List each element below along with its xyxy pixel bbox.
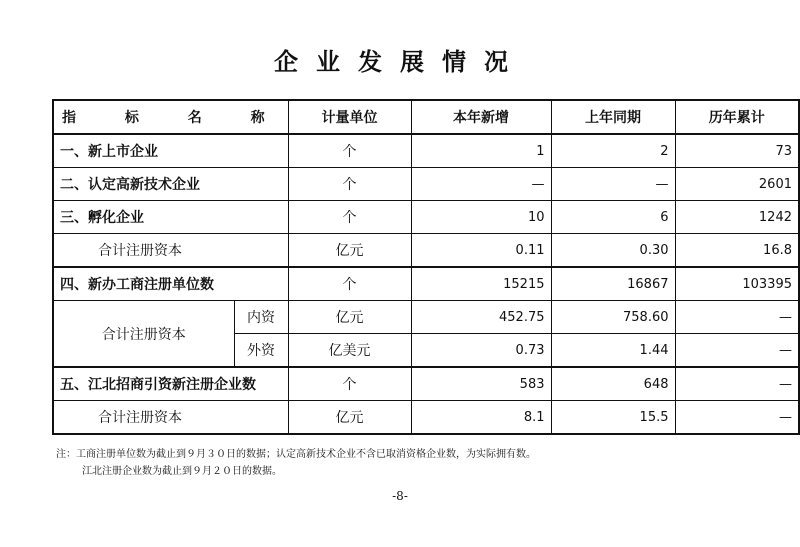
table-header-row: [53, 100, 799, 134]
row-prev: 16867: [551, 267, 675, 301]
page-title: 企业发展情况: [274, 47, 526, 76]
header-cumulative: 历年累计: [675, 100, 799, 134]
row-total: —: [675, 401, 799, 435]
footnote-line: 江北注册企业数为截止到９月２０日的数据。: [82, 466, 282, 477]
row-name: 合计注册资本: [53, 401, 288, 435]
row-prev: 6: [551, 201, 675, 234]
row-unit: 个: [288, 267, 411, 301]
row-prev: 648: [551, 367, 675, 401]
row-prev: 15.5: [551, 401, 675, 435]
row-total: 103395: [675, 267, 799, 301]
row-new: 15215: [411, 267, 551, 301]
table-row: [53, 401, 799, 435]
row-prev: 0.30: [551, 234, 675, 268]
row-unit: 亿元: [288, 234, 411, 268]
row-unit: 个: [288, 201, 411, 234]
row-new: 452.75: [411, 301, 551, 334]
table-row: [53, 234, 799, 268]
header-last-year-same: 上年同期: [551, 100, 675, 134]
row-unit: 个: [288, 134, 411, 168]
table-row: [53, 367, 799, 401]
row-new: 583: [411, 367, 551, 401]
header-name: 指 标 名 称: [53, 100, 288, 134]
row-name: 四、新办工商注册单位数: [53, 267, 288, 301]
row-new: —: [411, 168, 551, 201]
table-row: [53, 168, 799, 201]
row-prev: 1.44: [551, 334, 675, 368]
table-row: [53, 301, 799, 334]
row-prev: 758.60: [551, 301, 675, 334]
row-new: 8.1: [411, 401, 551, 435]
row-total: 16.8: [675, 234, 799, 268]
row-name: 五、江北招商引资新注册企业数: [53, 367, 288, 401]
row-unit: 亿美元: [288, 334, 411, 368]
footnotes: [56, 446, 536, 480]
table-row: [53, 134, 799, 168]
row-total: —: [675, 301, 799, 334]
row-name: 二、认定高新技术企业: [53, 168, 288, 201]
row-new: 1: [411, 134, 551, 168]
header-unit: 计量单位: [288, 100, 411, 134]
row-new: 0.11: [411, 234, 551, 268]
row-new: 10: [411, 201, 551, 234]
row-name: 一、新上市企业: [53, 134, 288, 168]
row-total: 73: [675, 134, 799, 168]
row-unit: 个: [288, 168, 411, 201]
table-row: [53, 201, 799, 234]
row-subcategory: 外资: [234, 334, 288, 368]
row-new: 0.73: [411, 334, 551, 368]
page-number: -8-: [392, 489, 408, 503]
footnote-line: 注：工商注册单位数为截止到９月３０日的数据；认定高新技术企业不含已取消资格企业数，为实际拥有数。: [56, 449, 536, 460]
row-prev: —: [551, 168, 675, 201]
row-name: 合计注册资本: [53, 301, 234, 368]
row-subcategory: 内资: [234, 301, 288, 334]
row-unit: 个: [288, 367, 411, 401]
row-total: —: [675, 367, 799, 401]
enterprise-development-table: [52, 99, 800, 435]
header-new-this-year: 本年新增: [411, 100, 551, 134]
row-total: 1242: [675, 201, 799, 234]
row-total: —: [675, 334, 799, 368]
table-row: [53, 267, 799, 301]
row-total: 2601: [675, 168, 799, 201]
row-unit: 亿元: [288, 401, 411, 435]
row-prev: 2: [551, 134, 675, 168]
row-unit: 亿元: [288, 301, 411, 334]
row-name: 三、孵化企业: [53, 201, 288, 234]
row-name: 合计注册资本: [53, 234, 288, 268]
